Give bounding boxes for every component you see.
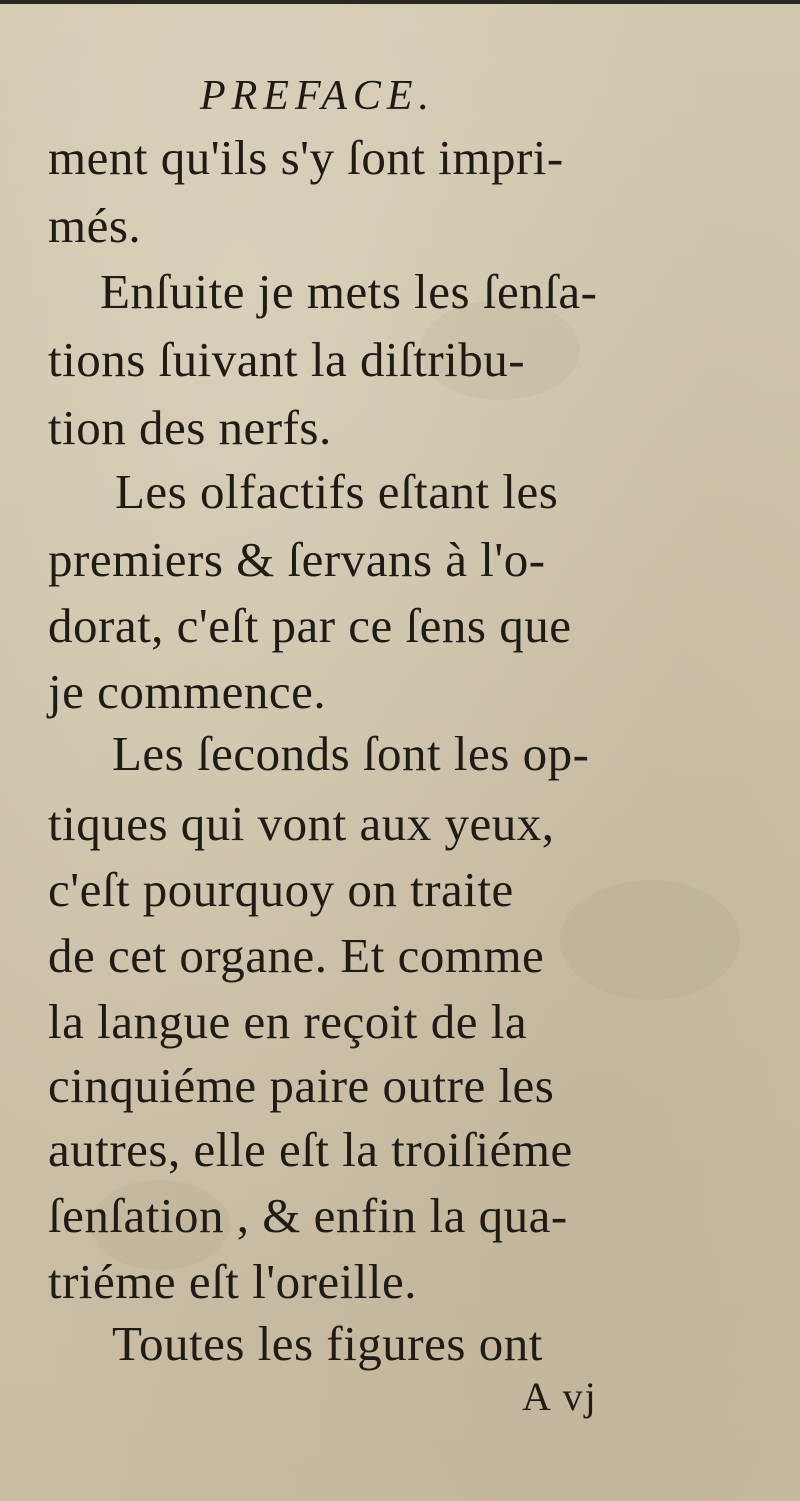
text-line: je commence. — [48, 664, 327, 719]
text-line: premiers & ſervans à l'o- — [48, 532, 546, 587]
text-line: autres, elle eſt la troiſiéme — [48, 1122, 573, 1177]
text-line: Les ſeconds ſont les op- — [112, 726, 590, 781]
text-line: tiques qui vont aux yeux, — [48, 796, 555, 851]
text-line: la langue en reçoit de la — [48, 994, 528, 1049]
text-line: Toutes les figures ont — [112, 1316, 543, 1371]
text-line: cinquiéme paire outre les — [48, 1058, 555, 1113]
page-top-edge — [0, 0, 800, 4]
text-line: Enſuite je mets les ſenſa- — [100, 264, 598, 319]
paper-stain — [560, 880, 740, 1000]
text-line: c'eſt pourquoy on traite — [48, 862, 514, 917]
text-line: tion des nerfs. — [48, 400, 332, 455]
text-line: ſenſation , & enfin la qua- — [48, 1188, 568, 1243]
text-line: tions ſuivant la diſtribu- — [48, 332, 526, 387]
text-line: dorat, c'eſt par ce ſens que — [48, 598, 572, 653]
text-line: més. — [48, 198, 142, 253]
text-line: de cet organe. Et comme — [48, 928, 545, 983]
text-line: triéme eſt l'oreille. — [48, 1254, 417, 1309]
text-line: Les olfactifs eſtant les — [115, 464, 559, 519]
text-line: ment qu'ils s'y ſont impri- — [48, 130, 564, 185]
running-head: PREFACE. — [200, 73, 436, 119]
signature-mark: A vj — [522, 1374, 598, 1419]
